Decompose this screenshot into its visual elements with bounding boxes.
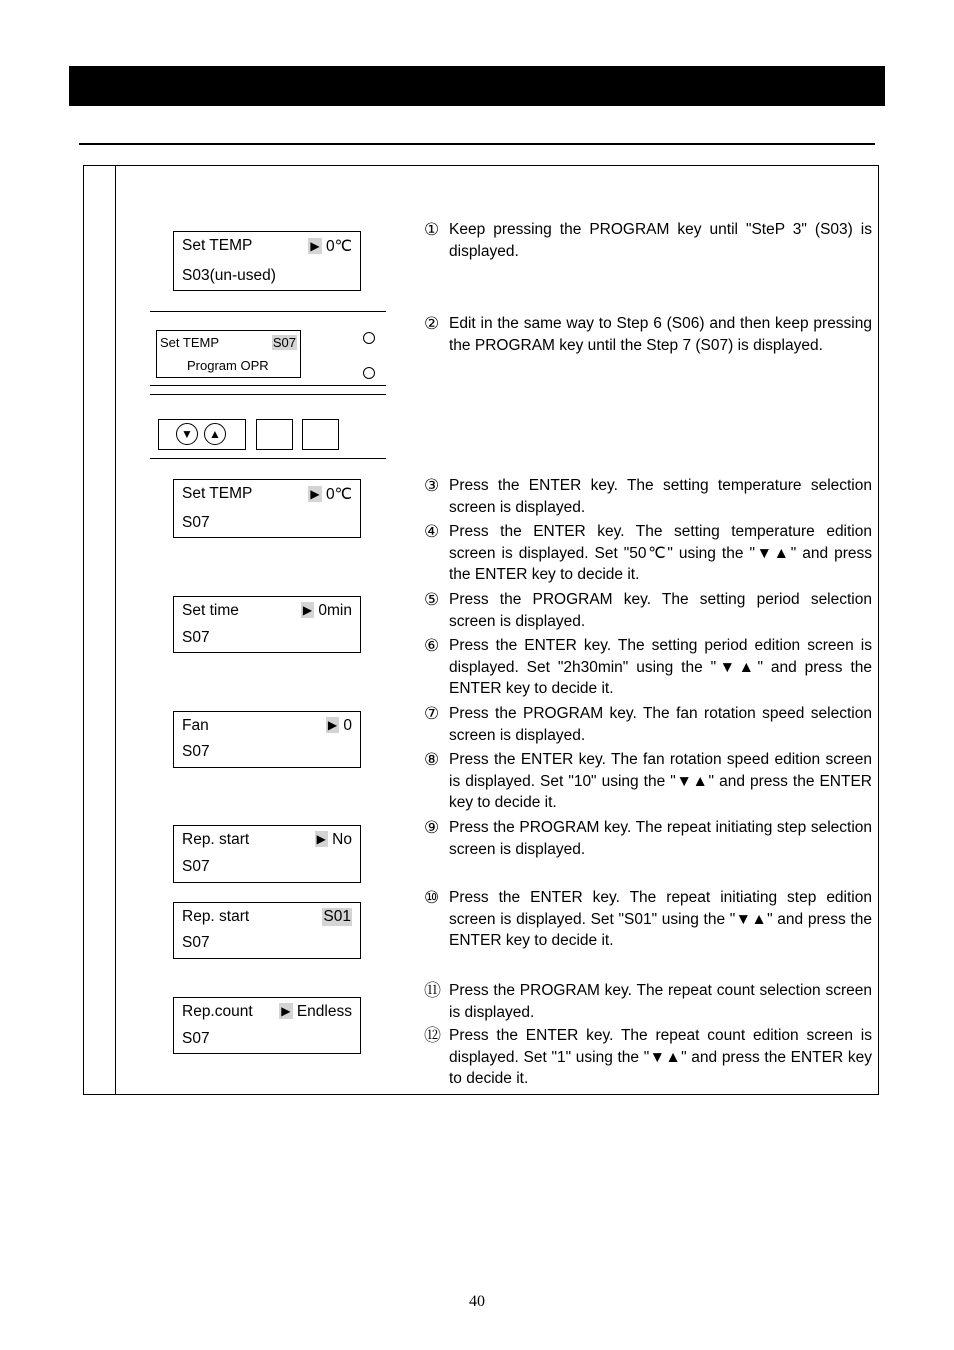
lcd-value (315, 831, 352, 849)
lcd-value (279, 1003, 352, 1021)
step-7 (424, 703, 872, 746)
lcd-value-text: S01 (323, 908, 351, 925)
lcd-screen-set-time (173, 596, 361, 653)
page-number: 40 (469, 1293, 485, 1310)
step-text: Press the ENTER key. The setting temperature edition screen is displayed. Set "50℃" using the "▼▲" and press the ENTER key to decide it. (449, 523, 872, 583)
panel-key[interactable] (302, 419, 339, 450)
lcd-screen-rep-count (173, 997, 361, 1054)
step-5 (424, 589, 872, 632)
lcd-value (308, 485, 352, 504)
header-bar (69, 66, 885, 106)
step-number: ⑪ (424, 981, 441, 1000)
lcd-screen-rep-start-no (173, 825, 361, 883)
play-icon: ▶ (327, 718, 338, 732)
step-4 (424, 521, 872, 586)
lcd-line1: Set TEMP (182, 237, 253, 254)
step-number: ⑦ (424, 704, 440, 723)
panel-display-line2: Program OPR (187, 358, 269, 373)
panel-rule (150, 385, 386, 386)
lcd-line2: S03(un-used) (182, 267, 276, 284)
lcd-line2: S07 (182, 743, 210, 760)
lcd-line2: S07 (182, 1030, 210, 1047)
lcd-value (308, 237, 352, 256)
step-number: ⑨ (424, 818, 440, 837)
play-icon: ▶ (302, 603, 313, 617)
step-8 (424, 749, 872, 814)
lcd-line2: S07 (182, 629, 210, 646)
lcd-line1: Set time (182, 602, 239, 619)
lcd-screen-rep-start-s01 (173, 902, 361, 959)
lcd-value (301, 602, 352, 620)
lcd-screen-set-temp-s03 (173, 231, 361, 291)
step-number: ③ (424, 476, 440, 495)
lcd-line2: S07 (182, 514, 210, 531)
panel-display (156, 330, 301, 378)
step-number: ⑧ (424, 750, 440, 769)
step-text: Press the ENTER key. The setting period edition screen is displayed. Set "2h30min" using the "▼▲" and press the ENTER key to decide it. (449, 637, 872, 697)
lcd-line1: Rep. start (182, 908, 250, 925)
step-text: Keep pressing the PROGRAM key until "SteP 3" (S03) is displayed. (449, 221, 872, 260)
up-arrow-key[interactable]: ▲ (204, 423, 226, 445)
step-number: ⑩ (424, 888, 440, 907)
step-text: Press the ENTER key. The repeat initiating step edition screen is displayed. Set "S01" using the "▼▲" and press the ENTER key to decide it. (449, 889, 872, 949)
step-text: Press the PROGRAM key. The repeat initiating step selection screen is displayed. (449, 819, 872, 858)
step-6 (424, 635, 872, 700)
play-icon: ▶ (310, 487, 320, 501)
lcd-line2: S07 (182, 934, 210, 951)
lcd-line1: Set TEMP (182, 485, 253, 502)
step-number: ① (424, 220, 440, 239)
lcd-value-text: 0 (343, 717, 352, 734)
step-11 (424, 980, 872, 1023)
play-icon: ▶ (310, 239, 320, 253)
indicator-lamp (363, 367, 375, 379)
down-arrow-key[interactable]: ▼ (176, 423, 198, 445)
step-2 (424, 313, 872, 356)
step-number: ⑥ (424, 636, 440, 655)
lcd-value-text: 0℃ (325, 238, 352, 255)
step-9 (424, 817, 872, 860)
lcd-line1: Rep.count (182, 1003, 253, 1020)
step-text: Press the PROGRAM key. The repeat count selection screen is displayed. (449, 982, 872, 1021)
lcd-line1: Fan (182, 717, 209, 734)
lcd-screen-set-temp-s07 (173, 479, 361, 538)
panel-display-line1: Set TEMP (160, 335, 220, 350)
step-text: Press the PROGRAM key. The setting period selection screen is displayed. (449, 591, 872, 630)
play-icon: ▶ (316, 832, 326, 846)
step-3 (424, 475, 872, 518)
step-10 (424, 887, 872, 952)
step-text: Press the PROGRAM key. The fan rotation speed selection screen is displayed. (449, 705, 872, 744)
step-number: ④ (424, 522, 440, 541)
panel-rule (150, 311, 386, 312)
step-1 (424, 219, 872, 262)
lcd-value-text: 0min (318, 602, 352, 619)
panel-rule (150, 394, 386, 395)
lcd-screen-fan (173, 711, 361, 768)
step-12 (424, 1025, 872, 1090)
step-number: ⑤ (424, 590, 440, 609)
lcd-value-text: No (332, 831, 352, 848)
lcd-line2: S07 (182, 858, 210, 875)
panel-rule (150, 458, 386, 459)
arrow-keys (158, 419, 246, 450)
lcd-value (326, 717, 352, 735)
step-text: Press the ENTER key. The setting temperature selection screen is displayed. (449, 477, 872, 516)
indicator-lamp (363, 332, 375, 344)
step-number: ② (424, 314, 440, 333)
step-text: Press the ENTER key. The repeat count edition screen is displayed. Set "1" using the "▼▲" and press the ENTER key to decide it. (449, 1027, 872, 1087)
lcd-value-text: Endless (296, 1003, 352, 1020)
play-icon: ▶ (281, 1004, 291, 1018)
panel-key[interactable] (256, 419, 293, 450)
lcd-value-text: 0℃ (325, 486, 352, 503)
step-text: Press the ENTER key. The fan rotation speed edition screen is displayed. Set "10" using the "▼▲" and press the ENTER key to decide it. (449, 751, 872, 811)
frame-divider (115, 165, 116, 1095)
step-number: ⑫ (424, 1026, 441, 1045)
lcd-line1: Rep. start (182, 831, 250, 848)
step-text: Edit in the same way to Step 6 (S06) and then keep pressing the PROGRAM key until the Step 7 (S07) is displayed. (449, 315, 872, 354)
header-rule (79, 143, 875, 145)
panel-display-step: S07 (272, 335, 296, 350)
